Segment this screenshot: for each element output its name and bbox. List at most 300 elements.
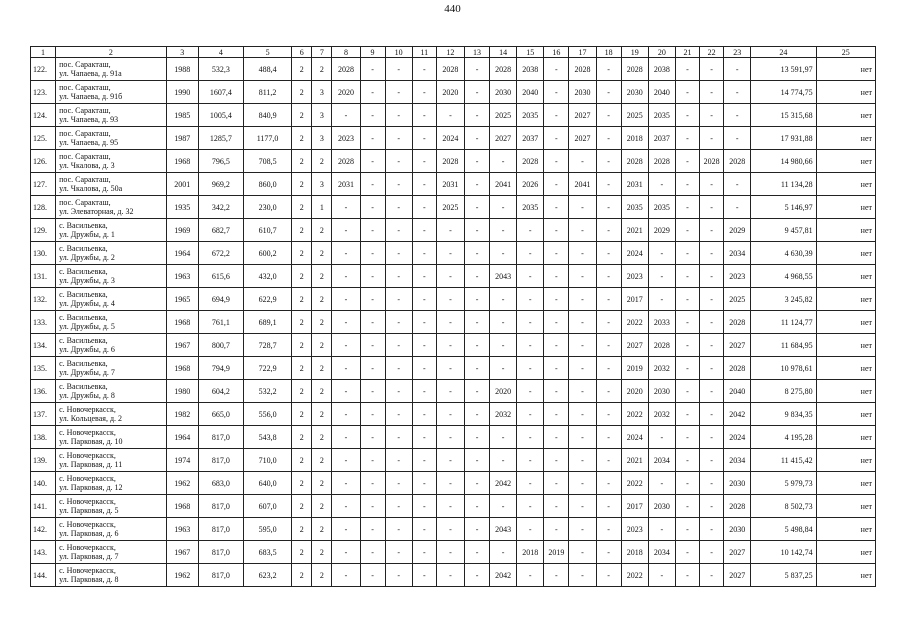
cell-col-5: 722,9	[243, 357, 291, 380]
cell-col-12: -	[436, 380, 464, 403]
cell-col-25: нет	[816, 311, 875, 334]
cell-col-23: 2042	[724, 403, 751, 426]
cell-col-19: 2035	[621, 196, 648, 219]
cell-col-14: -	[490, 288, 517, 311]
cell-col-16: -	[544, 242, 569, 265]
row-number: 137.	[31, 403, 56, 426]
cell-col-18: -	[596, 58, 621, 81]
cell-col-14: -	[490, 426, 517, 449]
address-settlement: с. Васильевка,	[59, 290, 108, 299]
cell-col-22: -	[700, 104, 724, 127]
address-street: ул. Парковая, д. 6	[59, 529, 119, 538]
address-street: ул. Парковая, д. 12	[59, 483, 123, 492]
cell-col-8: -	[332, 288, 360, 311]
row-number: 127.	[31, 173, 56, 196]
cell-col-10: -	[385, 81, 412, 104]
cell-col-11: -	[412, 495, 436, 518]
cell-col-14: -	[490, 541, 517, 564]
cell-col-21: -	[675, 219, 699, 242]
cell-col-4: 817,0	[198, 449, 243, 472]
cell-col-8: 2023	[332, 127, 360, 150]
cell-col-22: -	[700, 196, 724, 219]
cell-col-11: -	[412, 196, 436, 219]
cell-col-20: 2033	[648, 311, 675, 334]
table-row	[31, 127, 876, 150]
cell-col-7: 2	[312, 288, 332, 311]
cell-col-4: 817,0	[198, 541, 243, 564]
page-number: 440	[444, 3, 461, 15]
cell-col-16: -	[544, 357, 569, 380]
cell-col-17: 2041	[569, 173, 596, 196]
cell-col-11: -	[412, 104, 436, 127]
cell-col-4: 969,2	[198, 173, 243, 196]
table-row	[31, 242, 876, 265]
cell-col-25: нет	[816, 81, 875, 104]
address-street: ул. Чкалова, д. 3	[59, 161, 115, 170]
cell-col-7: 2	[312, 518, 332, 541]
address-street: ул. Чапаева, д. 95	[59, 138, 119, 147]
table-row	[31, 472, 876, 495]
row-number: 130.	[31, 242, 56, 265]
cell-col-20: 2028	[648, 334, 675, 357]
cell-col-22: 2028	[700, 150, 724, 173]
cell-col-9: -	[360, 242, 385, 265]
cell-col-23: 2025	[724, 288, 751, 311]
cell-col-18: -	[596, 472, 621, 495]
cell-col-5: 556,0	[243, 403, 291, 426]
cell-col-16: -	[544, 173, 569, 196]
cell-col-22: -	[700, 288, 724, 311]
cell-col-14: 2032	[490, 403, 517, 426]
address-street: ул. Чапаева, д. 91б	[59, 92, 123, 101]
cell-col-13: -	[464, 334, 489, 357]
table-row	[31, 334, 876, 357]
cell-col-20: 2030	[648, 380, 675, 403]
cell-col-5: 532,2	[243, 380, 291, 403]
table-row	[31, 357, 876, 380]
cell-col-7: 2	[312, 426, 332, 449]
cell-col-25: нет	[816, 449, 875, 472]
cell-col-25: нет	[816, 541, 875, 564]
cell-col-3: 1974	[166, 449, 198, 472]
row-number: 124.	[31, 104, 56, 127]
cell-col-17: 2030	[569, 81, 596, 104]
column-header-17: 17	[569, 47, 596, 58]
cell-col-22: -	[700, 380, 724, 403]
column-header-2: 2	[56, 47, 167, 58]
cell-col-16: -	[544, 311, 569, 334]
cell-col-25: нет	[816, 380, 875, 403]
cell-col-18: -	[596, 265, 621, 288]
cell-col-15: 2018	[517, 541, 544, 564]
cell-col-9: -	[360, 564, 385, 587]
cell-col-21: -	[675, 380, 699, 403]
cell-col-4: 817,0	[198, 426, 243, 449]
table-row	[31, 58, 876, 81]
cell-col-10: -	[385, 242, 412, 265]
cell-col-25: нет	[816, 518, 875, 541]
address-street: ул. Дружбы, д. 5	[59, 322, 115, 331]
address-street: ул. Дружбы, д. 2	[59, 253, 115, 262]
cell-col-9: -	[360, 449, 385, 472]
cell-col-16: -	[544, 449, 569, 472]
cell-col-19: 2018	[621, 127, 648, 150]
cell-col-19: 2022	[621, 311, 648, 334]
cell-col-23: 2040	[724, 380, 751, 403]
cell-col-4: 761,1	[198, 311, 243, 334]
cell-col-18: -	[596, 564, 621, 587]
cell-col-17: -	[569, 403, 596, 426]
cell-col-10: -	[385, 127, 412, 150]
cell-col-13: -	[464, 127, 489, 150]
cell-col-14: -	[490, 242, 517, 265]
cell-col-15: 2035	[517, 196, 544, 219]
row-number: 128.	[31, 196, 56, 219]
cell-col-21: -	[675, 150, 699, 173]
cell-col-21: -	[675, 426, 699, 449]
cell-col-21: -	[675, 472, 699, 495]
cell-col-25: нет	[816, 357, 875, 380]
cell-col-7: 2	[312, 380, 332, 403]
row-number: 134.	[31, 334, 56, 357]
cell-col-5: 840,9	[243, 104, 291, 127]
cell-col-17: -	[569, 357, 596, 380]
cell-col-6: 2	[292, 288, 312, 311]
cell-col-17: -	[569, 472, 596, 495]
cell-col-24: 15 315,68	[751, 104, 816, 127]
cell-col-18: -	[596, 219, 621, 242]
cell-col-6: 2	[292, 357, 312, 380]
cell-col-19: 2031	[621, 173, 648, 196]
cell-col-11: -	[412, 518, 436, 541]
cell-col-9: -	[360, 127, 385, 150]
table-row	[31, 403, 876, 426]
cell-col-5: 543,8	[243, 426, 291, 449]
address-cell	[56, 58, 167, 81]
row-number: 143.	[31, 541, 56, 564]
row-number: 144.	[31, 564, 56, 587]
address-settlement: пос. Саракташ,	[59, 198, 111, 207]
address-street: ул. Дружбы, д. 6	[59, 345, 115, 354]
cell-col-17: -	[569, 426, 596, 449]
column-header-11: 11	[412, 47, 436, 58]
cell-col-10: -	[385, 541, 412, 564]
column-header-22: 22	[700, 47, 724, 58]
cell-col-24: 11 415,42	[751, 449, 816, 472]
cell-col-13: -	[464, 495, 489, 518]
cell-col-4: 800,7	[198, 334, 243, 357]
cell-col-25: нет	[816, 219, 875, 242]
cell-col-13: -	[464, 242, 489, 265]
address-settlement: пос. Саракташ,	[59, 129, 111, 138]
address-cell	[56, 81, 167, 104]
address-cell	[56, 357, 167, 380]
cell-col-13: -	[464, 219, 489, 242]
cell-col-19: 2022	[621, 403, 648, 426]
cell-col-12: -	[436, 265, 464, 288]
cell-col-25: нет	[816, 472, 875, 495]
cell-col-5: 640,0	[243, 472, 291, 495]
cell-col-22: -	[700, 81, 724, 104]
cell-col-19: 2025	[621, 104, 648, 127]
cell-col-6: 2	[292, 380, 312, 403]
cell-col-9: -	[360, 150, 385, 173]
cell-col-15: -	[517, 495, 544, 518]
address-street: ул. Кольцевая, д. 2	[59, 414, 123, 423]
table-body	[31, 58, 876, 587]
cell-col-23: 2030	[724, 472, 751, 495]
cell-col-6: 2	[292, 265, 312, 288]
cell-col-4: 1285,7	[198, 127, 243, 150]
cell-col-20: -	[648, 564, 675, 587]
cell-col-6: 2	[292, 449, 312, 472]
cell-col-3: 1965	[166, 288, 198, 311]
cell-col-14: -	[490, 150, 517, 173]
cell-col-9: -	[360, 265, 385, 288]
cell-col-15: -	[517, 242, 544, 265]
table-row	[31, 196, 876, 219]
cell-col-3: 1988	[166, 58, 198, 81]
cell-col-10: -	[385, 219, 412, 242]
table-row	[31, 495, 876, 518]
cell-col-6: 2	[292, 196, 312, 219]
cell-col-3: 1964	[166, 242, 198, 265]
cell-col-16: -	[544, 58, 569, 81]
address-cell	[56, 196, 167, 219]
cell-col-15: 2028	[517, 150, 544, 173]
cell-col-9: -	[360, 541, 385, 564]
cell-col-16: -	[544, 265, 569, 288]
cell-col-4: 817,0	[198, 564, 243, 587]
cell-col-18: -	[596, 127, 621, 150]
cell-col-14: 2028	[490, 58, 517, 81]
cell-col-8: -	[332, 219, 360, 242]
table-row	[31, 81, 876, 104]
cell-col-24: 3 245,82	[751, 288, 816, 311]
cell-col-6: 2	[292, 173, 312, 196]
cell-col-18: -	[596, 150, 621, 173]
address-cell	[56, 472, 167, 495]
cell-col-17: -	[569, 242, 596, 265]
address-settlement: с. Васильевка,	[59, 313, 108, 322]
cell-col-15: 2035	[517, 104, 544, 127]
cell-col-23: 2023	[724, 265, 751, 288]
cell-col-14: 2043	[490, 518, 517, 541]
cell-col-7: 2	[312, 150, 332, 173]
cell-col-25: нет	[816, 150, 875, 173]
cell-col-20: 2028	[648, 150, 675, 173]
address-cell	[56, 311, 167, 334]
cell-col-10: -	[385, 173, 412, 196]
cell-col-12: -	[436, 449, 464, 472]
cell-col-20: 2030	[648, 495, 675, 518]
column-header-13: 13	[464, 47, 489, 58]
cell-col-9: -	[360, 58, 385, 81]
cell-col-22: -	[700, 265, 724, 288]
cell-col-12: -	[436, 518, 464, 541]
address-settlement: с. Новочеркасск,	[59, 543, 116, 552]
cell-col-21: -	[675, 127, 699, 150]
cell-col-15: -	[517, 426, 544, 449]
cell-col-19: 2024	[621, 426, 648, 449]
cell-col-10: -	[385, 449, 412, 472]
cell-col-7: 3	[312, 104, 332, 127]
cell-col-16: -	[544, 150, 569, 173]
cell-col-15: -	[517, 288, 544, 311]
cell-col-5: 622,9	[243, 288, 291, 311]
cell-col-9: -	[360, 334, 385, 357]
cell-col-19: 2020	[621, 380, 648, 403]
cell-col-24: 4 195,28	[751, 426, 816, 449]
address-settlement: пос. Саракташ,	[59, 106, 111, 115]
cell-col-3: 1967	[166, 541, 198, 564]
column-header-23: 23	[724, 47, 751, 58]
address-settlement: с. Новочеркасск,	[59, 474, 116, 483]
cell-col-24: 14 980,66	[751, 150, 816, 173]
cell-col-5: 683,5	[243, 541, 291, 564]
cell-col-6: 2	[292, 150, 312, 173]
cell-col-4: 817,0	[198, 495, 243, 518]
cell-col-18: -	[596, 104, 621, 127]
address-cell	[56, 127, 167, 150]
cell-col-23: -	[724, 104, 751, 127]
cell-col-8: 2028	[332, 58, 360, 81]
address-street: ул. Дружбы, д. 7	[59, 368, 115, 377]
cell-col-23: 2029	[724, 219, 751, 242]
cell-col-12: -	[436, 472, 464, 495]
cell-col-19: 2024	[621, 242, 648, 265]
cell-col-9: -	[360, 311, 385, 334]
cell-col-24: 5 979,73	[751, 472, 816, 495]
cell-col-20: 2035	[648, 196, 675, 219]
cell-col-12: -	[436, 426, 464, 449]
cell-col-25: нет	[816, 242, 875, 265]
column-header-14: 14	[490, 47, 517, 58]
cell-col-6: 2	[292, 564, 312, 587]
cell-col-15: -	[517, 219, 544, 242]
cell-col-19: 2030	[621, 81, 648, 104]
cell-col-4: 672,2	[198, 242, 243, 265]
cell-col-11: -	[412, 403, 436, 426]
cell-col-16: -	[544, 518, 569, 541]
cell-col-14: 2041	[490, 173, 517, 196]
cell-col-10: -	[385, 334, 412, 357]
cell-col-12: 2024	[436, 127, 464, 150]
cell-col-14: -	[490, 219, 517, 242]
cell-col-6: 2	[292, 518, 312, 541]
cell-col-24: 11 124,77	[751, 311, 816, 334]
cell-col-20: -	[648, 242, 675, 265]
cell-col-10: -	[385, 518, 412, 541]
cell-col-11: -	[412, 541, 436, 564]
cell-col-20: -	[648, 265, 675, 288]
cell-col-6: 2	[292, 311, 312, 334]
cell-col-24: 10 978,61	[751, 357, 816, 380]
cell-col-4: 794,9	[198, 357, 243, 380]
cell-col-25: нет	[816, 58, 875, 81]
cell-col-5: 1177,0	[243, 127, 291, 150]
cell-col-4: 342,2	[198, 196, 243, 219]
cell-col-14: -	[490, 495, 517, 518]
cell-col-25: нет	[816, 334, 875, 357]
cell-col-17: -	[569, 334, 596, 357]
cell-col-7: 2	[312, 403, 332, 426]
cell-col-23: 2028	[724, 150, 751, 173]
cell-col-13: -	[464, 58, 489, 81]
cell-col-3: 1964	[166, 426, 198, 449]
cell-col-13: -	[464, 541, 489, 564]
cell-col-19: 2017	[621, 288, 648, 311]
table-row	[31, 518, 876, 541]
cell-col-11: -	[412, 564, 436, 587]
cell-col-5: 710,0	[243, 449, 291, 472]
cell-col-21: -	[675, 357, 699, 380]
cell-col-15: -	[517, 380, 544, 403]
cell-col-8: -	[332, 311, 360, 334]
cell-col-18: -	[596, 334, 621, 357]
cell-col-24: 13 591,97	[751, 58, 816, 81]
cell-col-19: 2022	[621, 564, 648, 587]
cell-col-4: 682,7	[198, 219, 243, 242]
address-street: ул. Парковая, д. 5	[59, 506, 119, 515]
cell-col-23: -	[724, 173, 751, 196]
cell-col-7: 2	[312, 311, 332, 334]
column-header-21: 21	[675, 47, 699, 58]
cell-col-9: -	[360, 495, 385, 518]
table-row	[31, 449, 876, 472]
cell-col-10: -	[385, 196, 412, 219]
cell-col-3: 1982	[166, 403, 198, 426]
address-cell	[56, 380, 167, 403]
address-settlement: с. Васильевка,	[59, 359, 108, 368]
address-street: ул. Парковая, д. 8	[59, 575, 119, 584]
cell-col-10: -	[385, 380, 412, 403]
address-cell	[56, 564, 167, 587]
cell-col-3: 1968	[166, 311, 198, 334]
address-cell	[56, 288, 167, 311]
cell-col-3: 1985	[166, 104, 198, 127]
cell-col-6: 2	[292, 541, 312, 564]
cell-col-13: -	[464, 150, 489, 173]
cell-col-14: -	[490, 311, 517, 334]
table-row	[31, 173, 876, 196]
cell-col-6: 2	[292, 104, 312, 127]
cell-col-23: 2028	[724, 311, 751, 334]
cell-col-24: 17 931,88	[751, 127, 816, 150]
cell-col-18: -	[596, 426, 621, 449]
cell-col-11: -	[412, 219, 436, 242]
column-header-20: 20	[648, 47, 675, 58]
cell-col-4: 683,0	[198, 472, 243, 495]
cell-col-12: -	[436, 104, 464, 127]
cell-col-13: -	[464, 288, 489, 311]
cell-col-9: -	[360, 403, 385, 426]
cell-col-19: 2017	[621, 495, 648, 518]
cell-col-11: -	[412, 311, 436, 334]
cell-col-4: 1005,4	[198, 104, 243, 127]
cell-col-7: 2	[312, 564, 332, 587]
address-cell	[56, 242, 167, 265]
row-number: 141.	[31, 495, 56, 518]
cell-col-4: 817,0	[198, 518, 243, 541]
cell-col-8: -	[332, 265, 360, 288]
address-street: ул. Парковая, д. 10	[59, 437, 123, 446]
cell-col-19: 2023	[621, 518, 648, 541]
cell-col-12: -	[436, 242, 464, 265]
row-number: 135.	[31, 357, 56, 380]
address-street: ул. Дружбы, д. 1	[59, 230, 115, 239]
cell-col-13: -	[464, 265, 489, 288]
